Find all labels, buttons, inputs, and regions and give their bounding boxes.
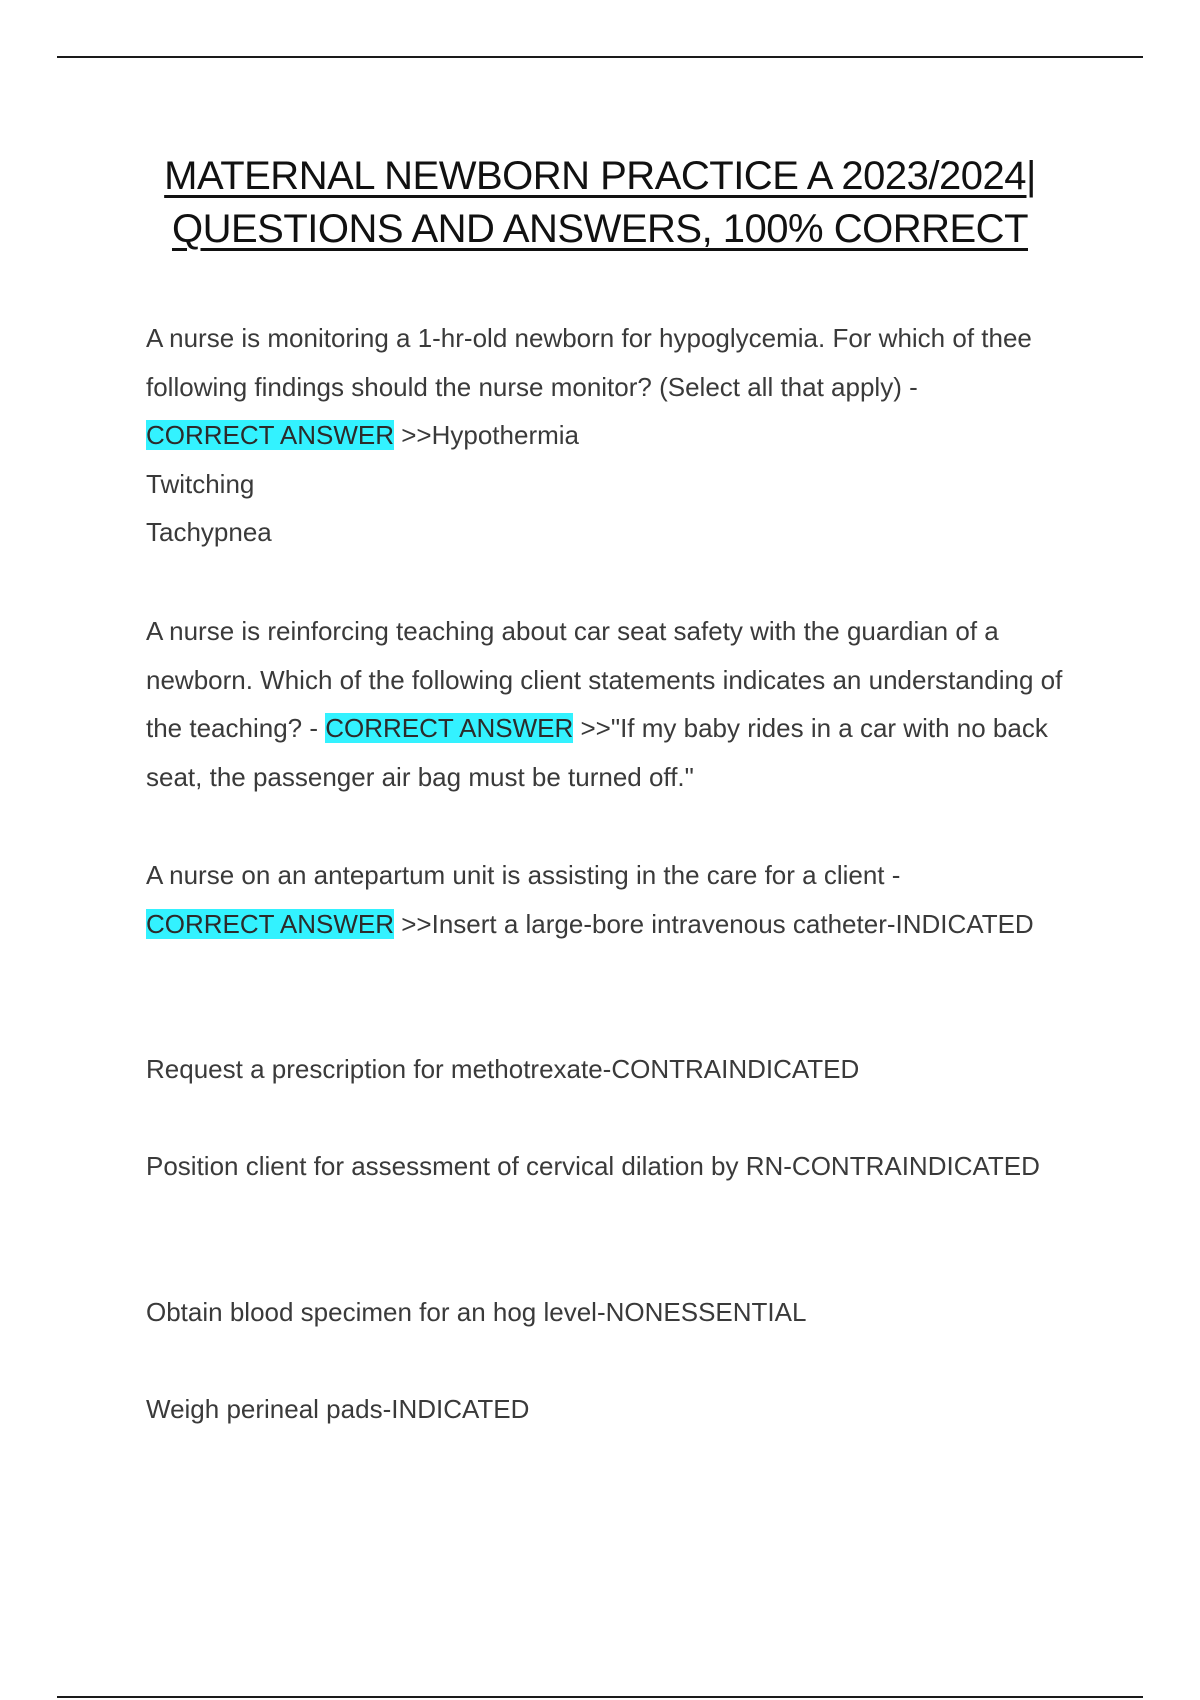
correct-answer-label: CORRECT ANSWER	[146, 420, 394, 450]
question-3-item: Weigh perineal pads-INDICATED	[146, 1394, 530, 1424]
question-1-text: A nurse is monitoring a 1-hr-old newborn for hypoglycemia. For which of thee following findings should the nurse monitor? (Select all that apply) -	[146, 323, 1032, 402]
question-2	[146, 607, 1086, 801]
question-1-answer-item: Tachypnea	[146, 517, 272, 547]
correct-answer-label: CORRECT ANSWER	[146, 908, 394, 939]
bottom-rule	[57, 1696, 1143, 1698]
question-1-answer-item: Twitching	[146, 468, 255, 499]
title-line-2: QUESTIONS AND ANSWERS, 100% CORRECT	[171, 207, 1028, 251]
question-2-answer: >>"If my baby rides in a car with no back seat, the passenger air bag must be turned off."	[146, 713, 1048, 792]
top-rule	[57, 56, 1143, 58]
question-3-answer: >>Insert a large-bore intravenous catheter-INDICATED	[401, 908, 1034, 939]
question-3	[146, 851, 1086, 948]
page-title	[0, 150, 1200, 256]
question-1	[146, 314, 1086, 557]
question-3-text: A nurse on an antepartum unit is assisting in the care for a client -	[146, 860, 901, 890]
question-1-answer: >>Hypothermia	[401, 420, 579, 450]
question-3-item: Obtain blood specimen for an hog level-NONESSENTIAL	[146, 1297, 807, 1327]
question-3-item: Request a prescription for methotrexate-CONTRAINDICATED	[146, 1054, 860, 1084]
question-3-item: Position client for assessment of cervical dilation by RN-CONTRAINDICATED	[146, 1151, 1040, 1181]
question-2-text: A nurse is reinforcing teaching about car seat safety with the guardian of a newborn. Which of the following client statements indicates an understanding of the teaching? -	[146, 616, 1063, 743]
correct-answer-label: CORRECT ANSWER	[325, 713, 574, 743]
title-line-1: MATERNAL NEWBORN PRACTICE A 2023/2024|	[164, 154, 1036, 198]
